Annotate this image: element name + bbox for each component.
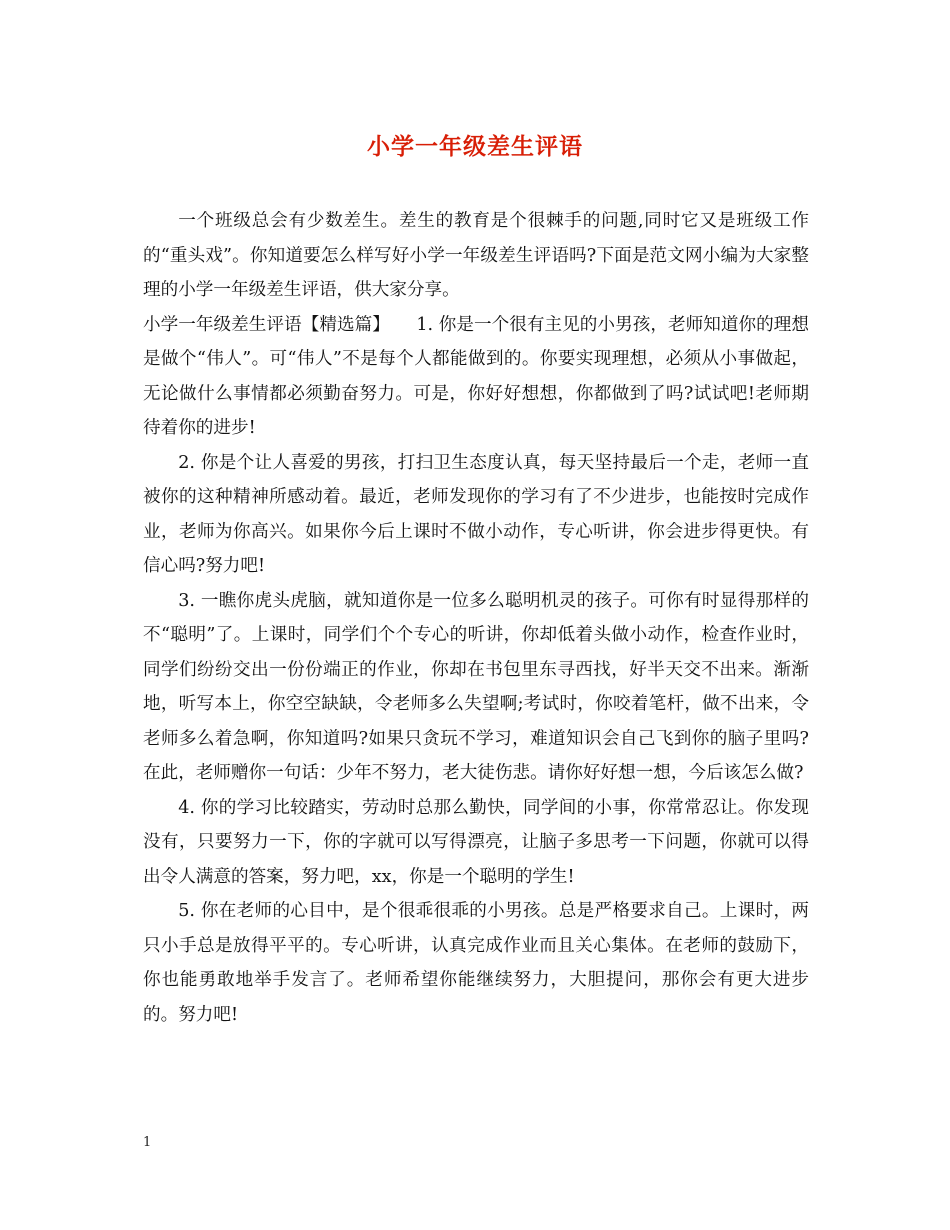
comment-paragraph-3: 3. 一瞧你虎头虎脑，就知道你是一位多么聪明机灵的孩子。可你有时显得那样的不“聪明”了。上课时，同学们个个专心的听讲，你却低着头做小动作，检查作业时，同学们纷纷交出一份份端正的作业，你却在书包里东寻西找，好半天交不出来。渐渐地，听写本上，你空空缺缺，令老师多么失望啊;考试时，你咬着笔杆，做不出来，令老师多么着急啊，你知道吗?如果只贪玩不学习，难道知识会自己飞到你的脑子里吗?在此，老师赠你一句话：少年不努力，老大徒伤悲。请你好好想一想，今后该怎么做? <box>143 590 809 783</box>
document-title: 小学一年级差生评语 <box>367 133 583 160</box>
comment-paragraph-4: 4. 你的学习比较踏实，劳动时总那么勤快，同学间的小事，你常常忍让。你发现没有，只要努力一下，你的字就可以写得漂亮，让脑子多思考一下问题，你就可以得出令人满意的答案，努力吧，xx，你是一个聪明的学生! <box>143 797 809 887</box>
comment-paragraph-2: 2. 你是个让人喜爱的男孩，打扫卫生态度认真，每天坚持最后一个走，老师一直被你的这种精神所感动着。最近，老师发现你的学习有了不少进步，也能按时完成作业，老师为你高兴。如果你今后上课时不做小动作，专心听讲，你会进步得更快。有信心吗?努力吧! <box>143 452 809 576</box>
page-number: 1 <box>143 1135 152 1150</box>
comment-paragraph-5: 5. 你在老师的心目中，是个很乖很乖的小男孩。总是严格要求自己。上课时，两只小手总是放得平平的。专心听讲，认真完成作业而且关心集体。在老师的鼓励下，你也能勇敢地举手发言了。老师希望你能继续努力，大胆提问，那你会有更大进步的。努力吧! <box>143 901 809 1025</box>
intro-paragraph: 一个班级总会有少数差生。差生的教育是个很棘手的问题,同时它又是班级工作的“重头戏”。你知道要怎么样写好小学一年级差生评语吗?下面是范文网小编为大家整理的小学一年级差生评语，供大家分享。 <box>143 211 809 300</box>
document-body <box>143 204 809 1032</box>
comment-paragraph-1: 小学一年级差生评语【精选篇】 1. 你是一个很有主见的小男孩，老师知道你的理想是做个“伟人”。可“伟人”不是每个人都能做到的。你要实现理想，必须从小事做起，无论做什么事情都必须勤奋努力。可是，你好好想想，你都做到了吗?试试吧!老师期待着你的进步! <box>143 314 809 438</box>
